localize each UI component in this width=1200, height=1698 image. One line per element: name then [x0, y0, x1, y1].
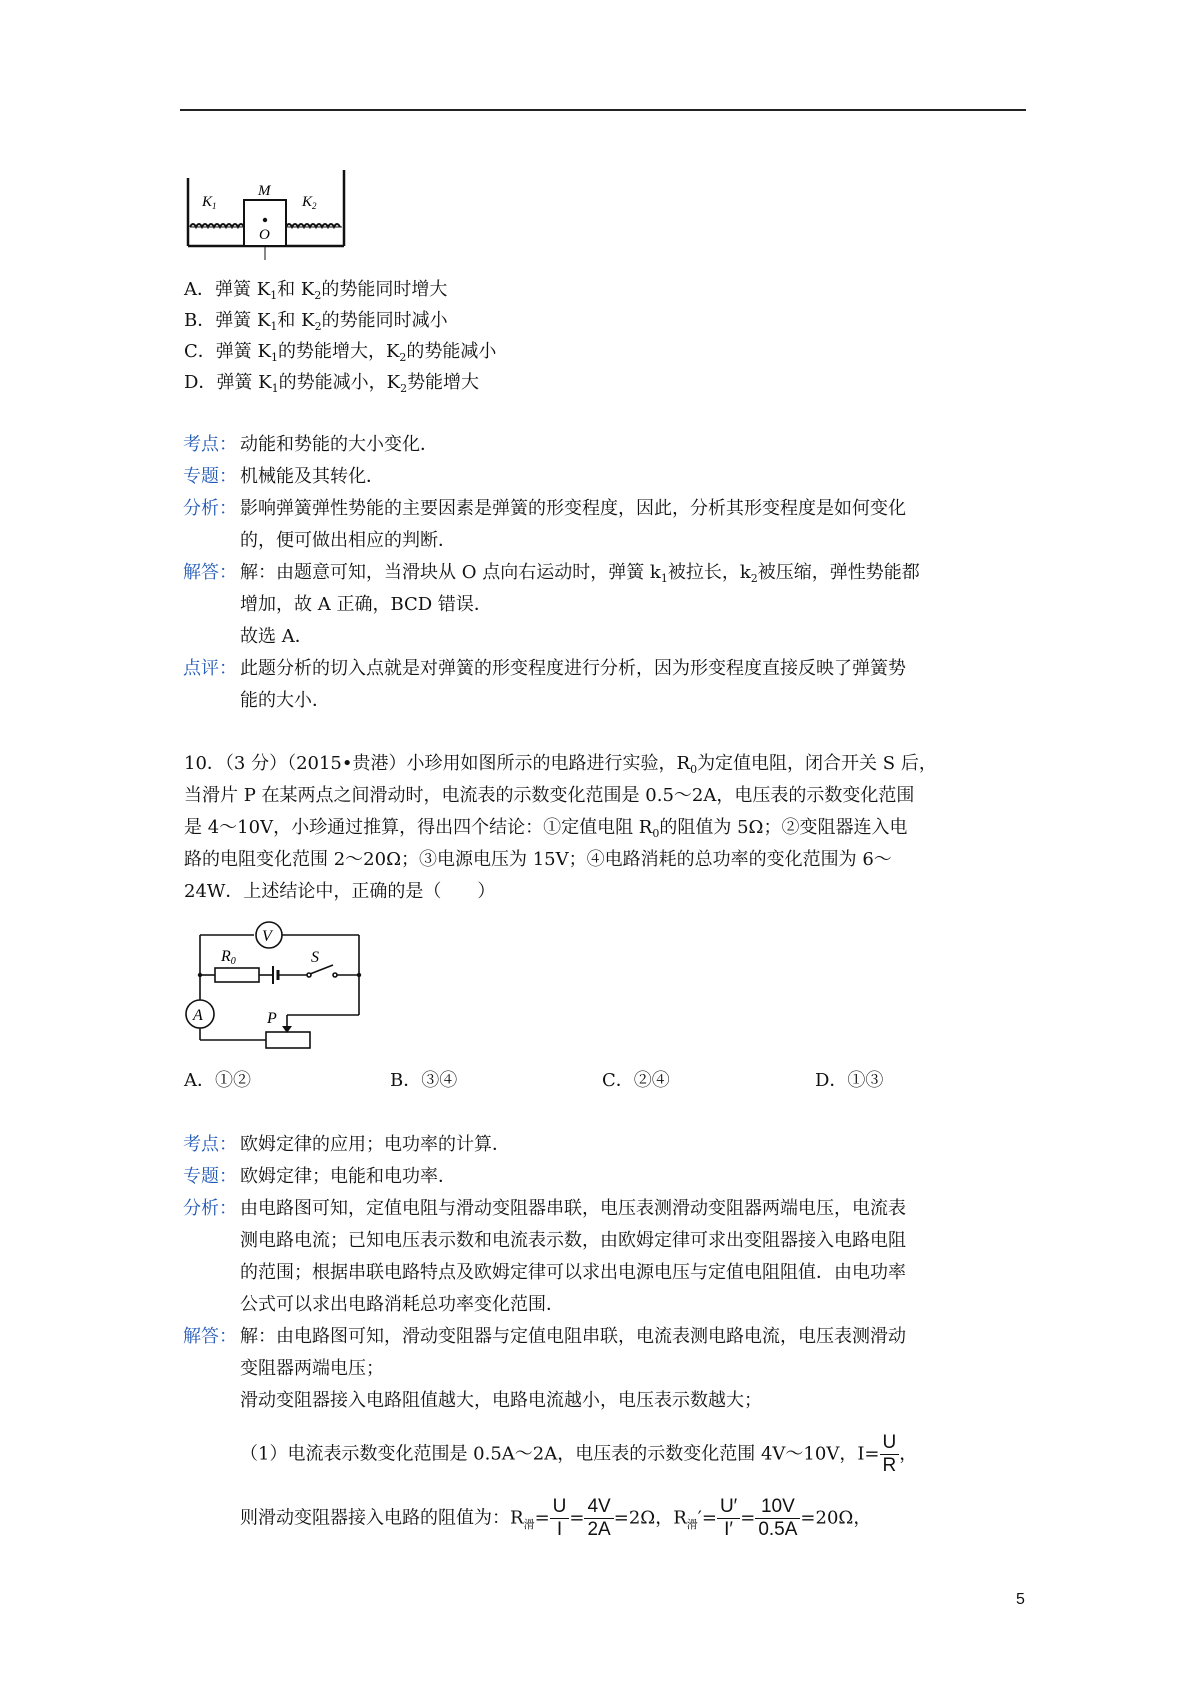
q10-stem-line3: 是 4～10V，小珍通过推算，得出四个结论：①定值电阻 $R_0$的阻值为 5Ω；②变阻器连入电: [184, 817, 908, 840]
q10-stem-line2: 当滑片 P 在某两点之间滑动时，电流表的示数变化范围是 0.5～2A，电压表的示数变化范围: [184, 785, 915, 806]
q10-jieda-line3: 滑动变阻器接入电路阻值越大，电路电流越小，电压表示数越大；: [240, 1390, 762, 1411]
q9-kaodian: 动能和势能的大小变化．: [240, 434, 438, 455]
slider-p-label: P: [267, 1010, 277, 1027]
q10-option-a: A．①②: [184, 1070, 251, 1091]
q10-kaodian: 欧姆定律的应用；电功率的计算．: [240, 1134, 510, 1155]
q10-option-b: B．③④: [390, 1070, 458, 1091]
q10-zhuanti: 欧姆定律；电能和电功率．: [240, 1166, 456, 1187]
q10-option-d: D．①③: [815, 1070, 884, 1091]
q10-stem-line4: 路的电阻变化范围 2～20Ω；③电源电压为 15V；④电路消耗的总功率的变化范围为 6～: [184, 849, 892, 870]
q9-fenxi-label: 分析：: [183, 498, 237, 519]
spring-block-figure: [186, 160, 356, 262]
o-label: O: [259, 227, 270, 243]
ammeter-label: A: [193, 1007, 203, 1024]
q10-zhuanti-label: 专题：: [183, 1166, 237, 1187]
q10-option-c: C．②④: [602, 1070, 670, 1091]
q9-jieda-line2: 增加，故 A 正确，BCD 错误．: [240, 594, 492, 615]
q10-jieda-line4: （1）电流表示数变化范围是 0.5A～2A，电压表的示数变化范围 4V～10V，I= $\frac{U}{R}$ ，: [240, 1432, 918, 1476]
q10-fenxi-line4: 公式可以求出电路消耗总功率变化范围．: [240, 1294, 564, 1315]
q9-dianping-line2: 能的大小．: [240, 690, 330, 711]
q9-jieda-line3: 故选 A．: [240, 626, 313, 647]
circuit-diagram: [183, 918, 369, 1052]
k2-label: $K_2$: [302, 194, 317, 211]
q10-jieda-line2: 变阻器两端电压；: [240, 1358, 384, 1379]
voltmeter-label: V: [262, 928, 272, 945]
switch-label: S: [311, 949, 319, 966]
q9-zhuanti: 机械能及其转化．: [240, 466, 384, 487]
q10-kaodian-label: 考点：: [183, 1134, 237, 1155]
q10-stem-line5: 24W．上述结论中，正确的是（ ）: [184, 881, 496, 902]
q10-jieda-label: 解答：: [183, 1326, 237, 1347]
q10-jieda-line5: 则滑动变阻器接入电路的阻值为：$R_滑=$ $\frac{U}{I}$ = $\frac{4V}{2A}$ =2Ω，$R_滑'=$ $\frac{U'}{I'}$ = $\frac{10V}{0.5A}$ =20Ω，: [240, 1496, 872, 1540]
q9-option-c: C．弹簧 $K_1$的势能增大，$K_2$的势能减小: [184, 341, 497, 364]
q9-dianping-label: 点评：: [183, 658, 237, 679]
page-number: 5: [1016, 1591, 1025, 1608]
q10-fenxi-line3: 的范围；根据串联电路特点及欧姆定律可以求出电源电压与定值电阻阻值．由电功率: [240, 1262, 906, 1283]
q10-jieda-line1: 解：由电路图可知，滑动变阻器与定值电阻串联，电流表测电路电流，电压表测滑动: [240, 1326, 906, 1347]
q9-kaodian-label: 考点：: [183, 434, 237, 455]
q9-jieda-label: 解答：: [183, 562, 237, 583]
q9-jieda-line1: 解：由题意可知，当滑块从 O 点向右运动时，弹簧 $k_1$被拉长，$k_2$被压缩，弹性势能都: [240, 562, 920, 585]
header-rule: [180, 109, 1026, 111]
q9-fenxi-line2: 的，便可做出相应的判断．: [240, 530, 456, 551]
q9-option-b: B．弹簧 $K_1$和 $K_2$的势能同时减小: [184, 310, 448, 333]
q9-dianping-line1: 此题分析的切入点就是对弹簧的形变程度进行分析，因为形变程度直接反映了弹簧势: [240, 658, 906, 679]
ohm-law-fraction: $\frac{U}{R}$: [880, 1432, 900, 1477]
m-label: M: [258, 183, 271, 199]
q9-option-d: D．弹簧 $K_1$的势能减小，$K_2$势能增大: [184, 372, 480, 395]
q9-zhuanti-label: 专题：: [183, 466, 237, 487]
k1-label: $K_1$: [202, 194, 217, 211]
q10-fenxi-line1: 由电路图可知，定值电阻与滑动变阻器串联，电压表测滑动变阻器两端电压，电流表: [240, 1198, 906, 1219]
q9-option-a: A．弹簧 $K_1$和 $K_2$的势能同时增大: [184, 279, 448, 302]
q10-stem-line1: 10．（3 分）（2015•贵港）小珍用如图所示的电路进行实验，$R_0$为定值电阻，闭合开关 S 后，: [184, 753, 937, 776]
q9-fenxi-line1: 影响弹簧弹性势能的主要因素是弹簧的形变程度，因此，分析其形变程度是如何变化: [240, 498, 906, 519]
q10-fenxi-line2: 测电路电流；已知电压表示数和电流表示数，由欧姆定律可求出变阻器接入电路电阻: [240, 1230, 906, 1251]
q10-fenxi-label: 分析：: [183, 1198, 237, 1219]
r0-label: R0: [221, 948, 236, 967]
